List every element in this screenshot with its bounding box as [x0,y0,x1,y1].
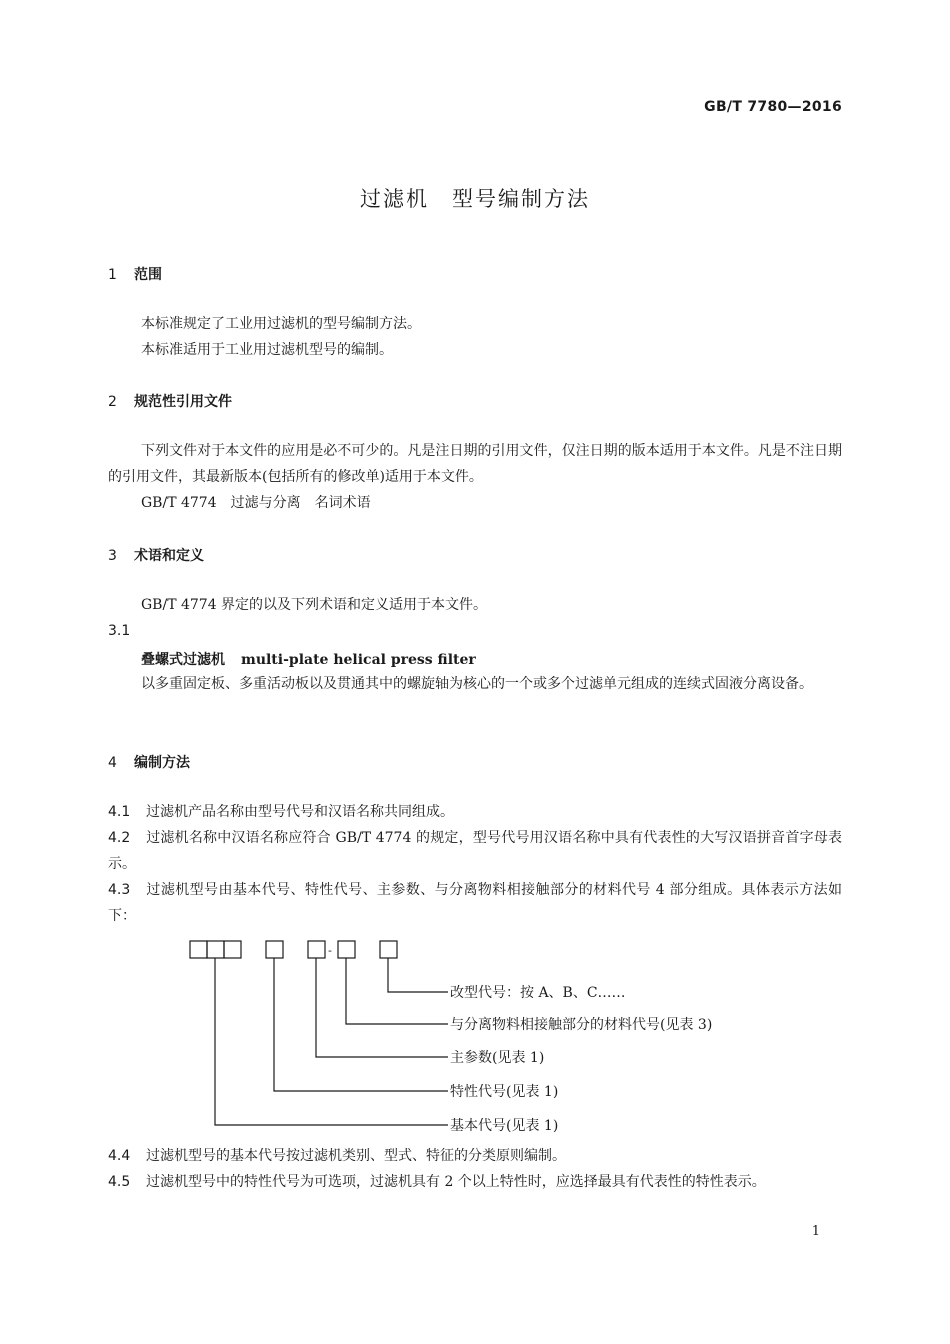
clause-4-2 [108,825,842,877]
section-1-heading [108,264,162,284]
separator-dash: - [328,944,332,957]
leader-modification [388,958,448,992]
diagram-lines [180,935,800,1140]
section-1-paragraph-1: 本标准规定了工业用过滤机的型号编制方法。 [141,316,421,332]
main-parameter-box [308,941,325,958]
basic-code-box-2 [207,941,224,958]
section-number: 2 [108,394,117,410]
section-title: 规范性引用文件 [134,394,232,410]
term-chinese: 叠螺式过滤机 [141,652,225,668]
label-material-code: 与分离物料相接触部分的材料代号(见表 3) [450,1017,713,1033]
label-main-parameter: 主参数(见表 1) [450,1050,545,1066]
clause-4-3 [108,877,842,929]
section-3-paragraph: GB/T 4774 界定的以及下列术语和定义适用于本文件。 [141,597,488,613]
material-code-box [338,941,355,958]
clause-text: 过滤机型号由基本代号、特性代号、主参数、与分离物料相接触部分的材料代号 4 部分组成。具体表示方法如下： [108,882,842,924]
section-title: 编制方法 [134,755,190,771]
section-3-heading [108,545,204,565]
section-4-heading [108,752,190,772]
normative-reference: GB/T 4774 过滤与分离 名词术语 [141,495,371,511]
clause-number: 4.2 [108,830,131,846]
clause-text: 过滤机型号的基本代号按过滤机类别、型式、特征的分类原则编制。 [146,1148,566,1164]
leader-basic [215,958,448,1125]
clause-text: 过滤机型号中的特性代号为可选项，过滤机具有 2 个以上特性时，应选择最具有代表性的特性表示。 [146,1174,766,1190]
section-1-paragraph-2: 本标准适用于工业用过滤机型号的编制。 [141,342,393,358]
term-english: multi-plate helical press filter [241,652,476,668]
section-2-heading [108,391,232,411]
clause-number: 4.3 [108,882,131,898]
page-number: 1 [811,1224,820,1239]
characteristic-code-box [266,941,283,958]
section-2-paragraph: 下列文件对于本文件的应用是必不可少的。凡是注日期的引用文件，仅注日期的版本适用于本文件。凡是不注日期的引用文件，其最新版本(包括所有的修改单)适用于本文件。 [108,443,842,485]
label-modification-code: 改型代号：按 A、B、C…… [450,985,626,1001]
term-definition: 以多重固定板、多重活动板以及贯通其中的螺旋轴为核心的一个或多个过滤单元组成的连续式固液分离设备。 [141,676,813,692]
section-number: 1 [108,267,117,283]
leader-main-parameter [316,958,448,1057]
clause-4-5 [108,1169,842,1195]
standard-code: GB/T 7780—2016 [704,99,842,115]
basic-code-box-3 [224,941,241,958]
clause-number: 4.5 [108,1174,131,1190]
label-basic-code: 基本代号(见表 1) [450,1118,559,1134]
clause-number: 4.4 [108,1148,131,1164]
section-title: 范围 [134,267,162,283]
clause-text: 过滤机名称中汉语名称应符合 GB/T 4774 的规定，型号代号用汉语名称中具有代表性的大写汉语拼音首字母表示。 [108,830,842,872]
clause-4-4 [108,1143,842,1169]
section-number: 4 [108,755,117,771]
clause-4-1 [108,799,842,825]
section-number: 3 [108,548,117,564]
term-entry [141,649,476,669]
clause-number: 4.1 [108,804,131,820]
modification-code-box [380,941,397,958]
label-characteristic-code: 特性代号(见表 1) [450,1084,559,1100]
section-title: 术语和定义 [134,548,204,564]
basic-code-box-1 [190,941,207,958]
term-number: 3.1 [108,623,131,639]
document-title: 过滤机 型号编制方法 [360,187,590,211]
model-designation-diagram [180,935,800,1140]
leader-material [346,958,448,1024]
clause-text: 过滤机产品名称由型号代号和汉语名称共同组成。 [146,804,454,820]
